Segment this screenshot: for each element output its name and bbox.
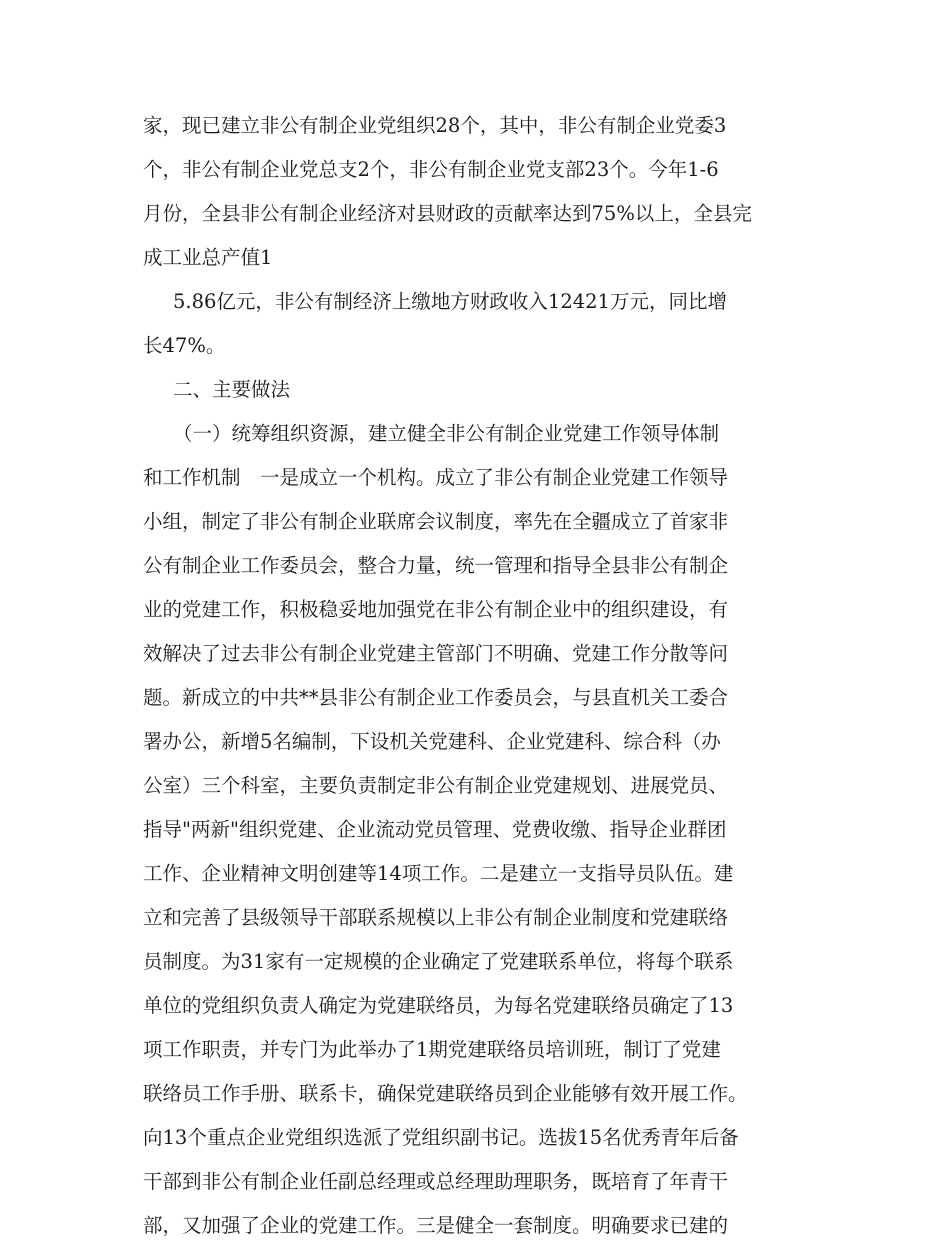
text-line: 向13个重点企业党组织选派了党组织副书记。选拔15名优秀青年后备 — [143, 1126, 739, 1149]
text-line: 业的党建工作，积极稳妥地加强党在非公有制企业中的组织建设，有 — [143, 598, 729, 621]
text-line: 题。新成立的中共**县非公有制企业工作委员会，与县直机关工委合 — [143, 686, 729, 709]
text-line: 部，又加强了企业的党建工作。三是健全一套制度。明确要求已建的 — [143, 1214, 729, 1237]
text-line: 个，非公有制企业党总支2个，非公有制企业党支部23个。今年1-6 — [143, 158, 719, 181]
text-line: 联络员工作手册、联系卡，确保党建联络员到企业能够有效开展工作。 — [143, 1082, 748, 1105]
text-line: 干部到非公有制企业任副总经理或总经理助理职务，既培育了年青干 — [143, 1170, 729, 1193]
text-line: 效解决了过去非公有制企业党建主管部门不明确、党建工作分散等问 — [143, 642, 729, 665]
text-line: 月份，全县非公有制企业经济对县财政的贡献率达到75%以上，全县完 — [143, 202, 752, 225]
text-line: 长47%。 — [143, 334, 226, 357]
text-line: 员制度。为31家有一定规模的企业确定了党建联系单位，将每个联系 — [143, 950, 734, 973]
text-line: 指导"两新"组织党建、企业流动党员管理、党费收缴、指导企业群团 — [143, 818, 727, 841]
text-line: 和工作机制 一是成立一个机构。成立了非公有制企业党建工作领导 — [143, 466, 729, 489]
text-line: 成工业总产值1 — [143, 246, 273, 269]
text-line: 家，现已建立非公有制企业党组织28个，其中，非公有制企业党委3 — [143, 114, 727, 137]
subsection-heading: （一）统筹组织资源，建立健全非公有制企业党建工作领导体制 — [173, 422, 720, 445]
text-line: 小组，制定了非公有制企业联席会议制度，率先在全疆成立了首家非 — [143, 510, 729, 533]
text-line: 项工作职责，并专门为此举办了1期党建联络员培训班，制订了党建 — [143, 1038, 721, 1061]
text-line: 公室）三个科室，主要负责制定非公有制企业党建规划、进展党员、 — [143, 774, 729, 797]
text-line: 立和完善了县级领导干部联系规模以上非公有制企业制度和党建联络 — [143, 906, 729, 929]
text-line: 署办公，新增5名编制，下设机关党建科、企业党建科、综合科（办 — [143, 730, 721, 753]
text-line: 公有制企业工作委员会，整合力量，统一管理和指导全县非公有制企 — [143, 554, 729, 577]
text-line: 单位的党组织负责人确定为党建联络员，为每名党建联络员确定了13 — [143, 994, 734, 1017]
text-line: 工作、企业精神文明创建等14项工作。二是建立一支指导员队伍。建 — [143, 862, 734, 885]
section-heading: 二、主要做法 — [173, 378, 291, 401]
text-line: 5.86亿元，非公有制经济上缴地方财政收入12421万元，同比增 — [173, 290, 727, 313]
